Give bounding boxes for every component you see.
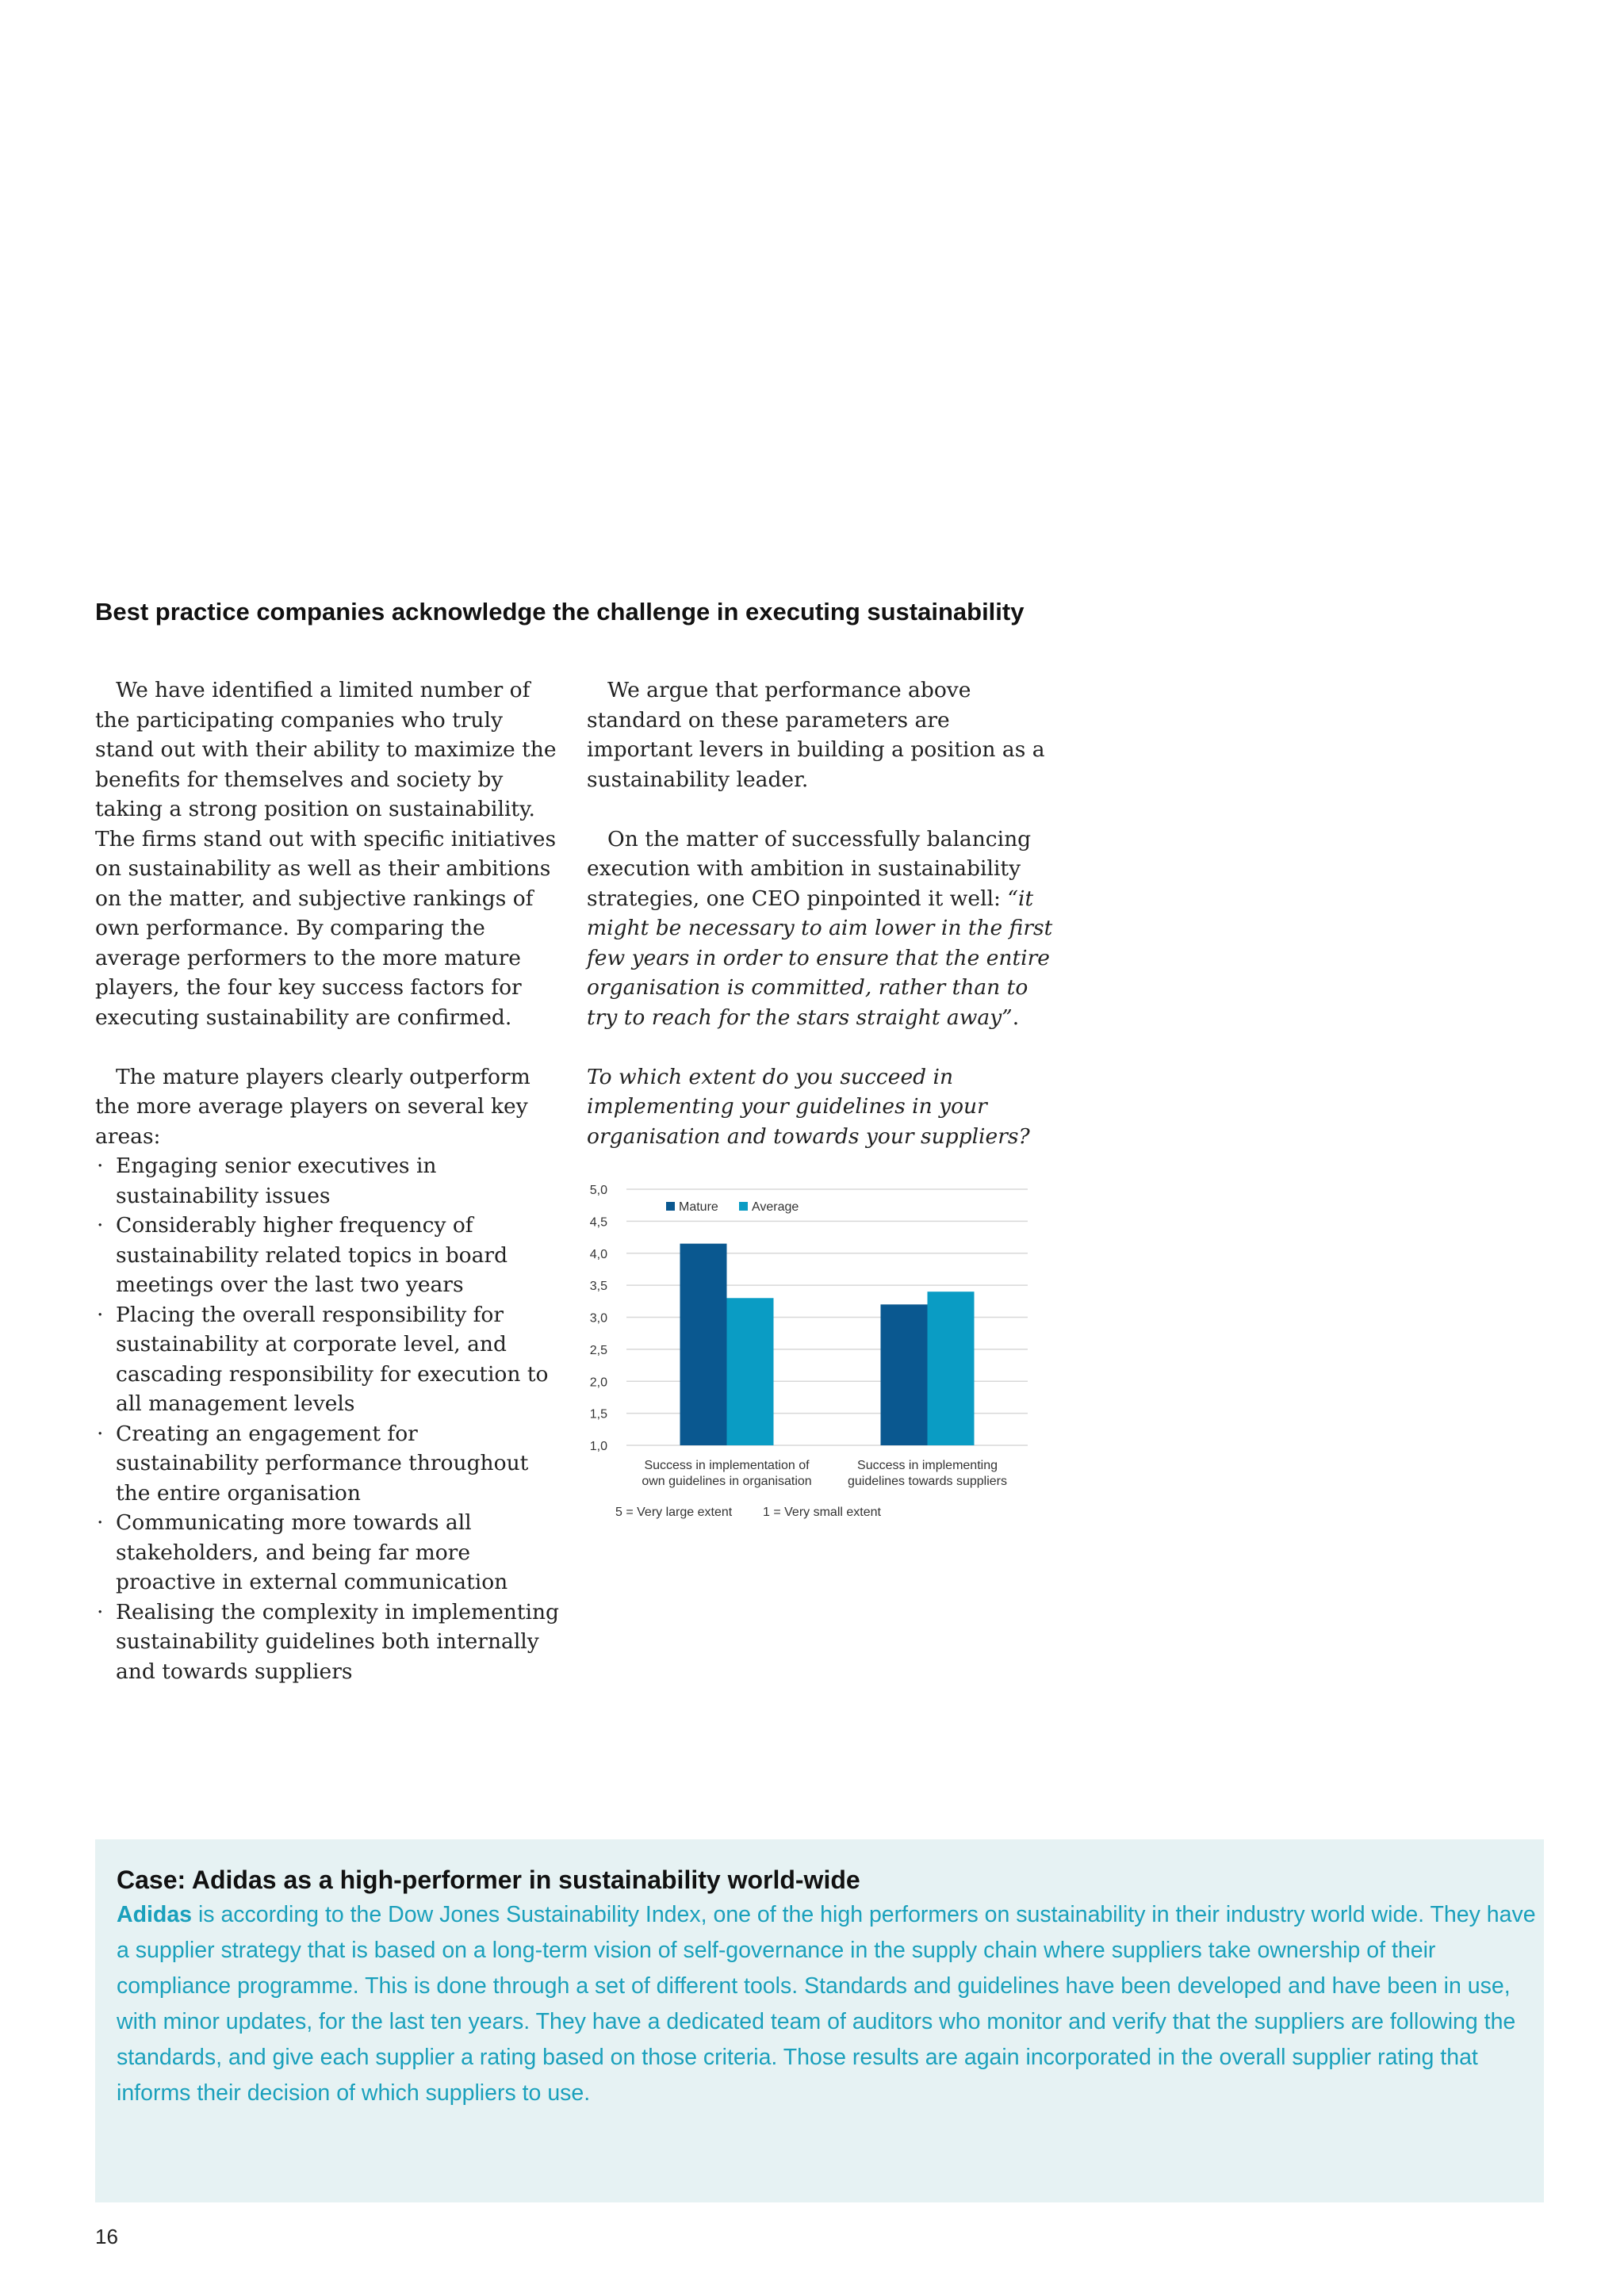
legend-label: Average [752, 1200, 799, 1214]
list-item: · Considerably higher frequency of sustainability related topics in board meetings over the last two years [95, 1211, 563, 1300]
y-tick-label: 1,0 [589, 1440, 607, 1453]
right-column [587, 675, 1055, 1151]
ceo-quote-end: . [1012, 1004, 1020, 1030]
y-tick-label: 4,0 [589, 1247, 607, 1261]
intro-paragraph: We have identified a limited number of the participating companies who truly stand out with their ability to maximize the benefits for themselves and society by taking a strong position on sustainability. The firms stand out with specific initiatives on sustainability as well as their ambitions on the matter, and subjective rankings of own performance. By comparing the average performers to the more mature players, the four key success factors for executing sustainability are confirmed. [95, 678, 557, 1030]
list-item: · Engaging senior executives in sustainability issues [95, 1151, 563, 1211]
case-brand: Adidas [117, 1902, 193, 1927]
page-number: 16 [95, 2225, 118, 2248]
list-item: · Placing the overall responsibility for sustainability at corporate level, and cascading responsibility for execution to all management levels [95, 1300, 563, 1419]
x-category-label: guidelines towards suppliers [848, 1475, 1007, 1488]
bar-chart [579, 1173, 1055, 1538]
y-tick-label: 3,5 [589, 1280, 607, 1294]
key-areas-intro: The mature players clearly outperform the more average players on several key areas: [95, 1064, 530, 1149]
y-tick-label: 5,0 [589, 1184, 607, 1197]
chart-question: To which extent do you succeed in implementing your guidelines in your organisation and towards your suppliers? [587, 1064, 1030, 1149]
legend-swatch [739, 1202, 748, 1211]
legend-swatch [666, 1202, 675, 1211]
x-category-label: own guidelines in organisation [642, 1475, 812, 1488]
chart-footnote [615, 1506, 882, 1519]
bar-average [928, 1292, 975, 1445]
ceo-quote: “it might be necessary to aim lower in the first few years in order to ensure that the entire organisation is committed, rather than to try to reach for the stars straight away” [587, 886, 1053, 1030]
levers-paragraph: We argue that performance above standard on these parameters are important levers in building a position as a sustainability leader. [587, 678, 1045, 792]
x-category-label: Success in implementing [857, 1459, 998, 1472]
section-heading: Best practice companies acknowledge the challenge in executing sustainability [95, 598, 1025, 626]
chart-bars [680, 1244, 975, 1445]
case-title: Case: Adidas as a high-performer in sustainability world-wide [117, 1866, 860, 1894]
bar-mature [881, 1304, 928, 1445]
chart-legend [666, 1200, 799, 1214]
list-item: · Communicating more towards all stakeholders, and being far more proactive in external communication [95, 1508, 563, 1598]
ceo-quote-lead: On the matter of successfully balancing execution with ambition in sustainability strategies, one CEO pinpointed it well: [587, 826, 1032, 911]
key-areas-list [95, 1151, 563, 1686]
y-tick-label: 2,5 [589, 1343, 607, 1357]
case-text: is according to the Dow Jones Sustainability Index, one of the high performers on sustainability in their industry world wide. They have a supplier strategy that is based on a long-term vision of self-governance in the supply chain where suppliers take ownership of their compliance programme. This is done through a set of different tools. Standards and guidelines have been developed and have been in use, with minor updates, for the last ten years. They have a dedicated team of auditors who monitor and verify that the suppliers are following the standards, and give each supplier a rating based on those criteria. Those results are again incorporated in the overall supplier rating that informs their decision of which suppliers to use. [117, 1902, 1536, 2106]
footnote-large: 5 = Very large extent [615, 1506, 733, 1519]
y-tick-label: 1,5 [589, 1407, 607, 1422]
y-tick-label: 4,5 [589, 1215, 607, 1230]
y-tick-label: 3,0 [589, 1311, 607, 1326]
list-item: · Creating an engagement for sustainability performance throughout the entire organisation [95, 1419, 563, 1509]
y-tick-label: 2,0 [589, 1376, 607, 1390]
footnote-small: 1 = Very small extent [763, 1506, 881, 1519]
case-body [117, 1897, 1536, 2111]
x-category-label: Success in implementation of [644, 1459, 810, 1472]
ceo-quote-paragraph [587, 825, 1055, 1033]
bar-mature [680, 1244, 727, 1445]
list-item: · Realising the complexity in implementing sustainability guidelines both internally and towards suppliers [95, 1598, 563, 1687]
bar-average [727, 1298, 774, 1445]
left-column [95, 675, 563, 1686]
legend-label: Mature [679, 1200, 718, 1214]
